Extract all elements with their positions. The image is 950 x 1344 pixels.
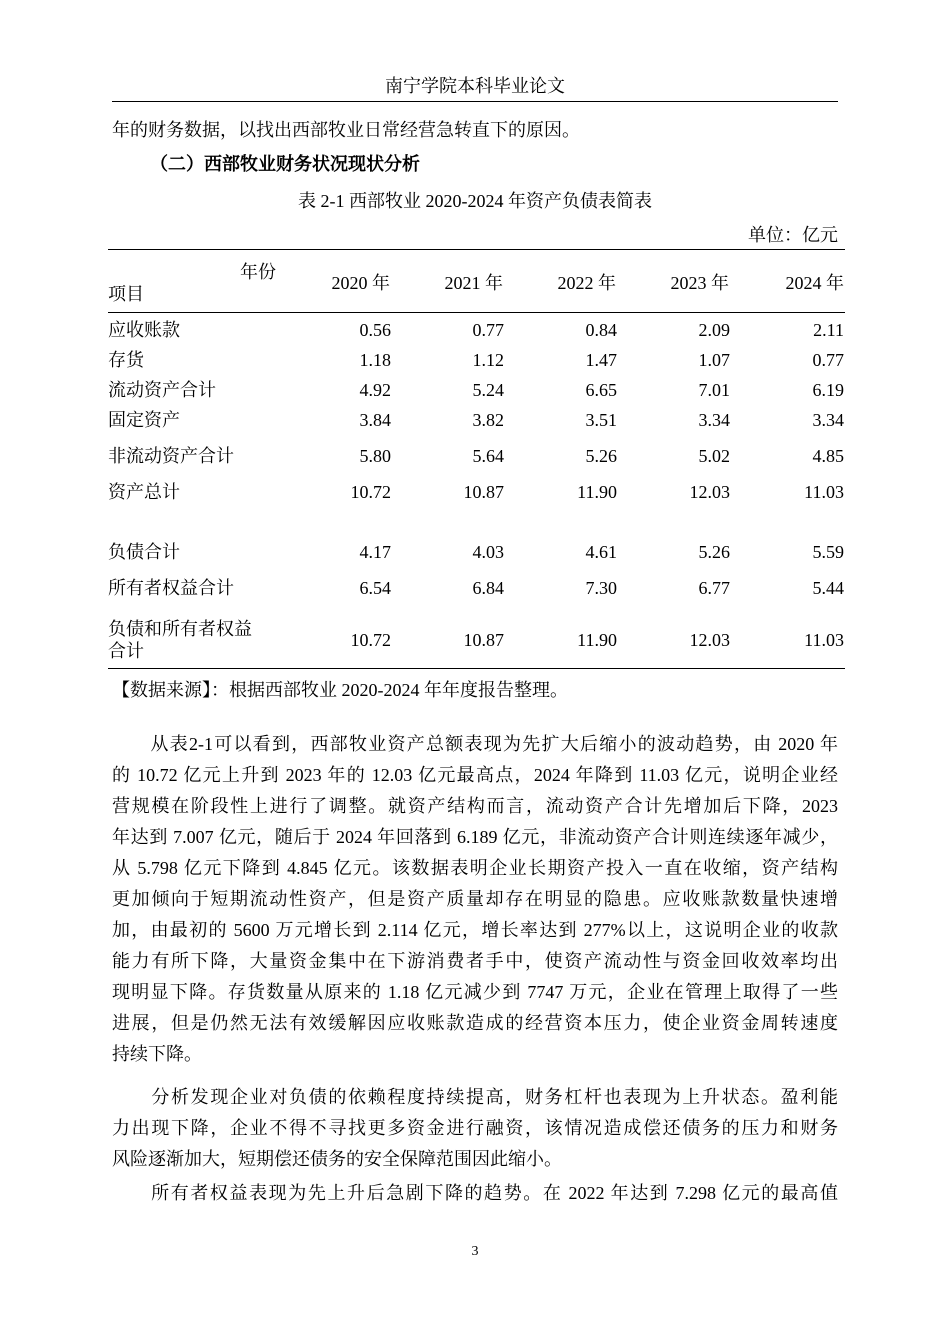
- cell-value: 3.34: [698, 410, 730, 430]
- paragraph-line: 力出现下降，企业不得不寻找更多资金进行融资，该情况造成偿还债务的压力和财务: [112, 1118, 838, 1138]
- paragraph-line: 更加倾向于短期流动性资产，但是资产质量却存在明显的隐患。应收账款数量快速增: [112, 889, 838, 909]
- cell-value: 5.24: [472, 380, 504, 400]
- header-year: 2020 年: [331, 273, 390, 293]
- body-paragraph: [112, 729, 838, 1070]
- row-label: 负债合计: [108, 542, 180, 562]
- cell-value: 5.59: [812, 542, 844, 562]
- table-top-rule: [108, 249, 845, 250]
- table-bottom-rule: [108, 668, 845, 669]
- paragraph-line: 进展，但是仍然无法有效缓解因应收账款造成的经营资本压力，使企业资金周转速度: [112, 1013, 838, 1033]
- header-year: 2023 年: [670, 273, 729, 293]
- cell-value: 2.09: [698, 320, 730, 340]
- row-label: 流动资产合计: [108, 380, 216, 400]
- cell-value: 5.64: [472, 446, 504, 466]
- cell-value: 1.07: [698, 350, 730, 370]
- cell-value: 3.34: [812, 410, 844, 430]
- cell-value: 10.87: [463, 482, 504, 502]
- body-paragraph: [112, 1082, 838, 1175]
- paragraph-line: 能力有所下降，大量资金集中在下游消费者手中，使资产流动性与资金回收效率均出: [112, 951, 838, 971]
- paragraph-line: 从表2-1可以看到，西部牧业资产总额表现为先扩大后缩小的波动趋势，由 2020 年: [112, 734, 838, 754]
- header-rule: [112, 101, 838, 102]
- paragraph-line: 从 5.798 亿元下降到 4.845 亿元。该数据表明企业长期资产投入一直在收缩，资产结构: [112, 858, 838, 878]
- cell-value: 12.03: [689, 482, 730, 502]
- paragraph-line: 风险逐渐加大，短期偿还债务的安全保障范围因此缩小。: [112, 1149, 562, 1169]
- cell-value: 4.61: [585, 542, 617, 562]
- cell-value: 1.47: [585, 350, 617, 370]
- header-item-label: 项目: [108, 284, 144, 304]
- cell-value: 11.90: [577, 630, 617, 650]
- page-header-title: 南宁学院本科毕业论文: [385, 76, 565, 96]
- paragraph-line: 年达到 7.007 亿元，随后于 2024 年回落到 6.189 亿元，非流动资产合计则连续逐年减少，: [112, 827, 838, 847]
- paragraph-line: 所有者权益表现为先上升后急剧下降的趋势。在 2022 年达到 7.298 亿元的最高值: [112, 1183, 838, 1203]
- cell-value: 10.87: [463, 630, 504, 650]
- row-label: 非流动资产合计: [108, 446, 234, 466]
- cell-value: 4.92: [359, 380, 391, 400]
- cell-value: 5.44: [812, 578, 844, 598]
- cell-value: 3.84: [359, 410, 391, 430]
- cell-value: 5.26: [698, 542, 730, 562]
- cell-value: 11.90: [577, 482, 617, 502]
- cell-value: 0.84: [585, 320, 617, 340]
- body-paragraph: [112, 1178, 838, 1209]
- header-year: 2022 年: [557, 273, 616, 293]
- intro-line: 年的财务数据，以找出西部牧业日常经营急转直下的原因。: [112, 120, 580, 140]
- cell-value: 4.85: [812, 446, 844, 466]
- cell-value: 0.56: [359, 320, 391, 340]
- cell-value: 5.26: [585, 446, 617, 466]
- cell-value: 4.03: [472, 542, 504, 562]
- row-label: 负债和所有者权益: [108, 619, 252, 639]
- row-label: 存货: [108, 350, 144, 370]
- cell-value: 0.77: [472, 320, 504, 340]
- cell-value: 11.03: [804, 482, 844, 502]
- paragraph-line: 现明显下降。存货数量从原来的 1.18 亿元减少到 7747 万元，企业在管理上取得了一些: [112, 982, 838, 1002]
- paragraph-line: 营规模在阶段性上进行了调整。就资产结构而言，流动资产合计先增加后下降，2023: [112, 796, 838, 816]
- cell-value: 5.02: [698, 446, 730, 466]
- cell-value: 11.03: [804, 630, 844, 650]
- header-year: 2024 年: [785, 273, 844, 293]
- paragraph-line: 持续下降。: [112, 1044, 202, 1064]
- cell-value: 10.72: [350, 482, 391, 502]
- cell-value: 7.30: [585, 578, 617, 598]
- cell-value: 0.77: [812, 350, 844, 370]
- section-heading: （二）西部牧业财务状况现状分析: [150, 154, 420, 174]
- cell-value: 6.19: [812, 380, 844, 400]
- cell-value: 1.12: [472, 350, 504, 370]
- cell-value: 6.84: [472, 578, 504, 598]
- cell-value: 4.17: [359, 542, 391, 562]
- row-label: 应收账款: [108, 320, 180, 340]
- table-header-rule: [108, 312, 845, 313]
- table-unit: 单位：亿元: [748, 225, 838, 245]
- paragraph-line: 加，由最初的 5600 万元增长到 2.114 亿元，增长率达到 277%以上，这说明企业的收款: [112, 920, 838, 940]
- cell-value: 3.82: [472, 410, 504, 430]
- table-source-note: 【数据来源】：根据西部牧业 2020-2024 年年度报告整理。: [112, 680, 568, 700]
- cell-value: 3.51: [585, 410, 617, 430]
- cell-value: 7.01: [698, 380, 730, 400]
- table-caption: 表 2-1 西部牧业 2020-2024 年资产负债表简表: [298, 191, 652, 211]
- row-label: 资产总计: [108, 482, 180, 502]
- paragraph-line: 的 10.72 亿元上升到 2023 年的 12.03 亿元最高点，2024 年降到 11.03 亿元，说明企业经: [112, 765, 838, 785]
- cell-value: 2.11: [813, 320, 844, 340]
- header-year: 2021 年: [444, 273, 503, 293]
- cell-value: 6.65: [585, 380, 617, 400]
- row-label-continued: 合计: [108, 641, 144, 661]
- cell-value: 1.18: [359, 350, 391, 370]
- cell-value: 5.80: [359, 446, 391, 466]
- paragraph-line: 分析发现企业对负债的依赖程度持续提高，财务杠杆也表现为上升状态。盈利能: [112, 1087, 838, 1107]
- row-label: 固定资产: [108, 410, 180, 430]
- cell-value: 6.77: [698, 578, 730, 598]
- page-number: 3: [471, 1244, 479, 1259]
- cell-value: 10.72: [350, 630, 391, 650]
- cell-value: 12.03: [689, 630, 730, 650]
- row-label: 所有者权益合计: [108, 578, 234, 598]
- cell-value: 6.54: [359, 578, 391, 598]
- header-year-label: 年份: [240, 262, 276, 282]
